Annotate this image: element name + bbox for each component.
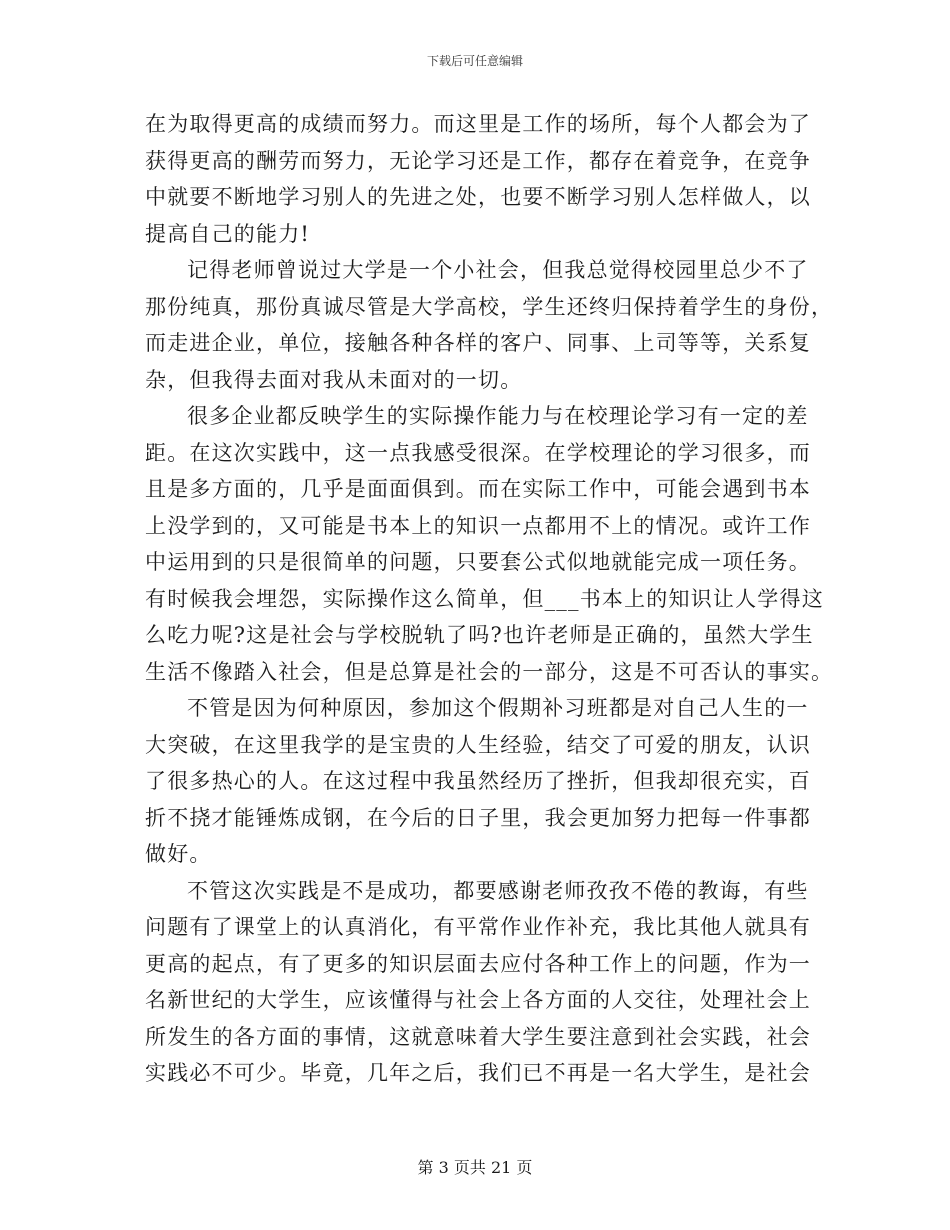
text-line: 中就要不断地学习别人的先进之处，也要不断学习别人怎样做人，以 — [145, 185, 811, 209]
page-header: 下载后可任意编辑 — [426, 54, 523, 68]
text-line: 有时候我会埋怨，实际操作这么简单，但___书本上的知识让人学得这 — [145, 586, 824, 611]
text-line: 杂，但我得去面对我从未面对的一切。 — [145, 367, 523, 392]
text-line: 了很多热心的人。在这过程中我虽然经历了挫折，但我却很充实，百 — [145, 769, 811, 793]
text-line: 在为取得更高的成绩而努力。而这里是工作的场所，每个人都会为了 — [145, 112, 811, 136]
text-line: 上没学到的，又可能是书本上的知识一点都用不上的情况。或许工作 — [145, 513, 811, 538]
text-line: 名新世纪的大学生，应该懂得与社会上各方面的人交往，处理社会上 — [145, 988, 811, 1012]
text-line: 且是多方面的，几乎是面面俱到。而在实际工作中，可能会遇到书本 — [145, 477, 811, 501]
paragraph-first-line: 不管是因为何种原因，参加这个假期补习班都是对自己人生的一 — [187, 696, 809, 720]
text-line: 所发生的各方面的事情，这就意味着大学生要注意到社会实践，社会 — [145, 1024, 811, 1049]
paragraph-first-line: 不管这次实践是不是成功，都要感谢老师孜孜不倦的教诲，有些 — [187, 878, 809, 903]
text-line: 距。在这次实践中，这一点我感受很深。在学校理论的学习很多，而 — [145, 440, 811, 465]
paragraph-first-line: 记得老师曾说过大学是一个小社会，但我总觉得校园里总少不了 — [187, 258, 809, 282]
document-body — [145, 106, 834, 1092]
text-line: 做好。 — [145, 842, 212, 866]
text-line: 问题有了课堂上的认真消化，有平常作业作补充，我比其他人就具有 — [145, 915, 811, 939]
text-line: 而走进企业，单位，接触各种各样的客户、同事、上司等等，关系复 — [145, 331, 811, 355]
text-line: 生活不像踏入社会，但是总算是社会的一部分，这是不可否认的事实。 — [145, 659, 834, 684]
text-line: 提高自己的能力! — [145, 221, 311, 246]
text-line: 中运用到的只是很简单的问题，只要套公式似地就能完成一项任务。 — [145, 550, 811, 574]
page-number: 第 3 页共 21 页 — [417, 1158, 533, 1177]
text-line: 么吃力呢?这是社会与学校脱轨了吗?也许老师是正确的，虽然大学生 — [145, 623, 814, 647]
text-line: 那份纯真，那份真诚尽管是大学高校，学生还终归保持着学生的身份， — [145, 294, 834, 319]
text-line: 大突破，在这里我学的是宝贵的人生经验，结交了可爱的朋友，认识 — [145, 732, 811, 757]
paragraph-first-line: 很多企业都反映学生的实际操作能力与在校理论学习有一定的差 — [187, 404, 809, 428]
text-line: 更高的起点，有了更多的知识层面去应付各种工作上的问题，作为一 — [145, 951, 811, 976]
text-line: 实践必不可少。毕竟，几年之后，我们已不再是一名大学生，是社会 — [145, 1061, 811, 1085]
text-line: 折不挠才能锤炼成钢，在今后的日子里，我会更加努力把每一件事都 — [145, 805, 811, 830]
text-line: 获得更高的酬劳而努力，无论学习还是工作，都存在着竞争，在竞争 — [145, 148, 811, 173]
